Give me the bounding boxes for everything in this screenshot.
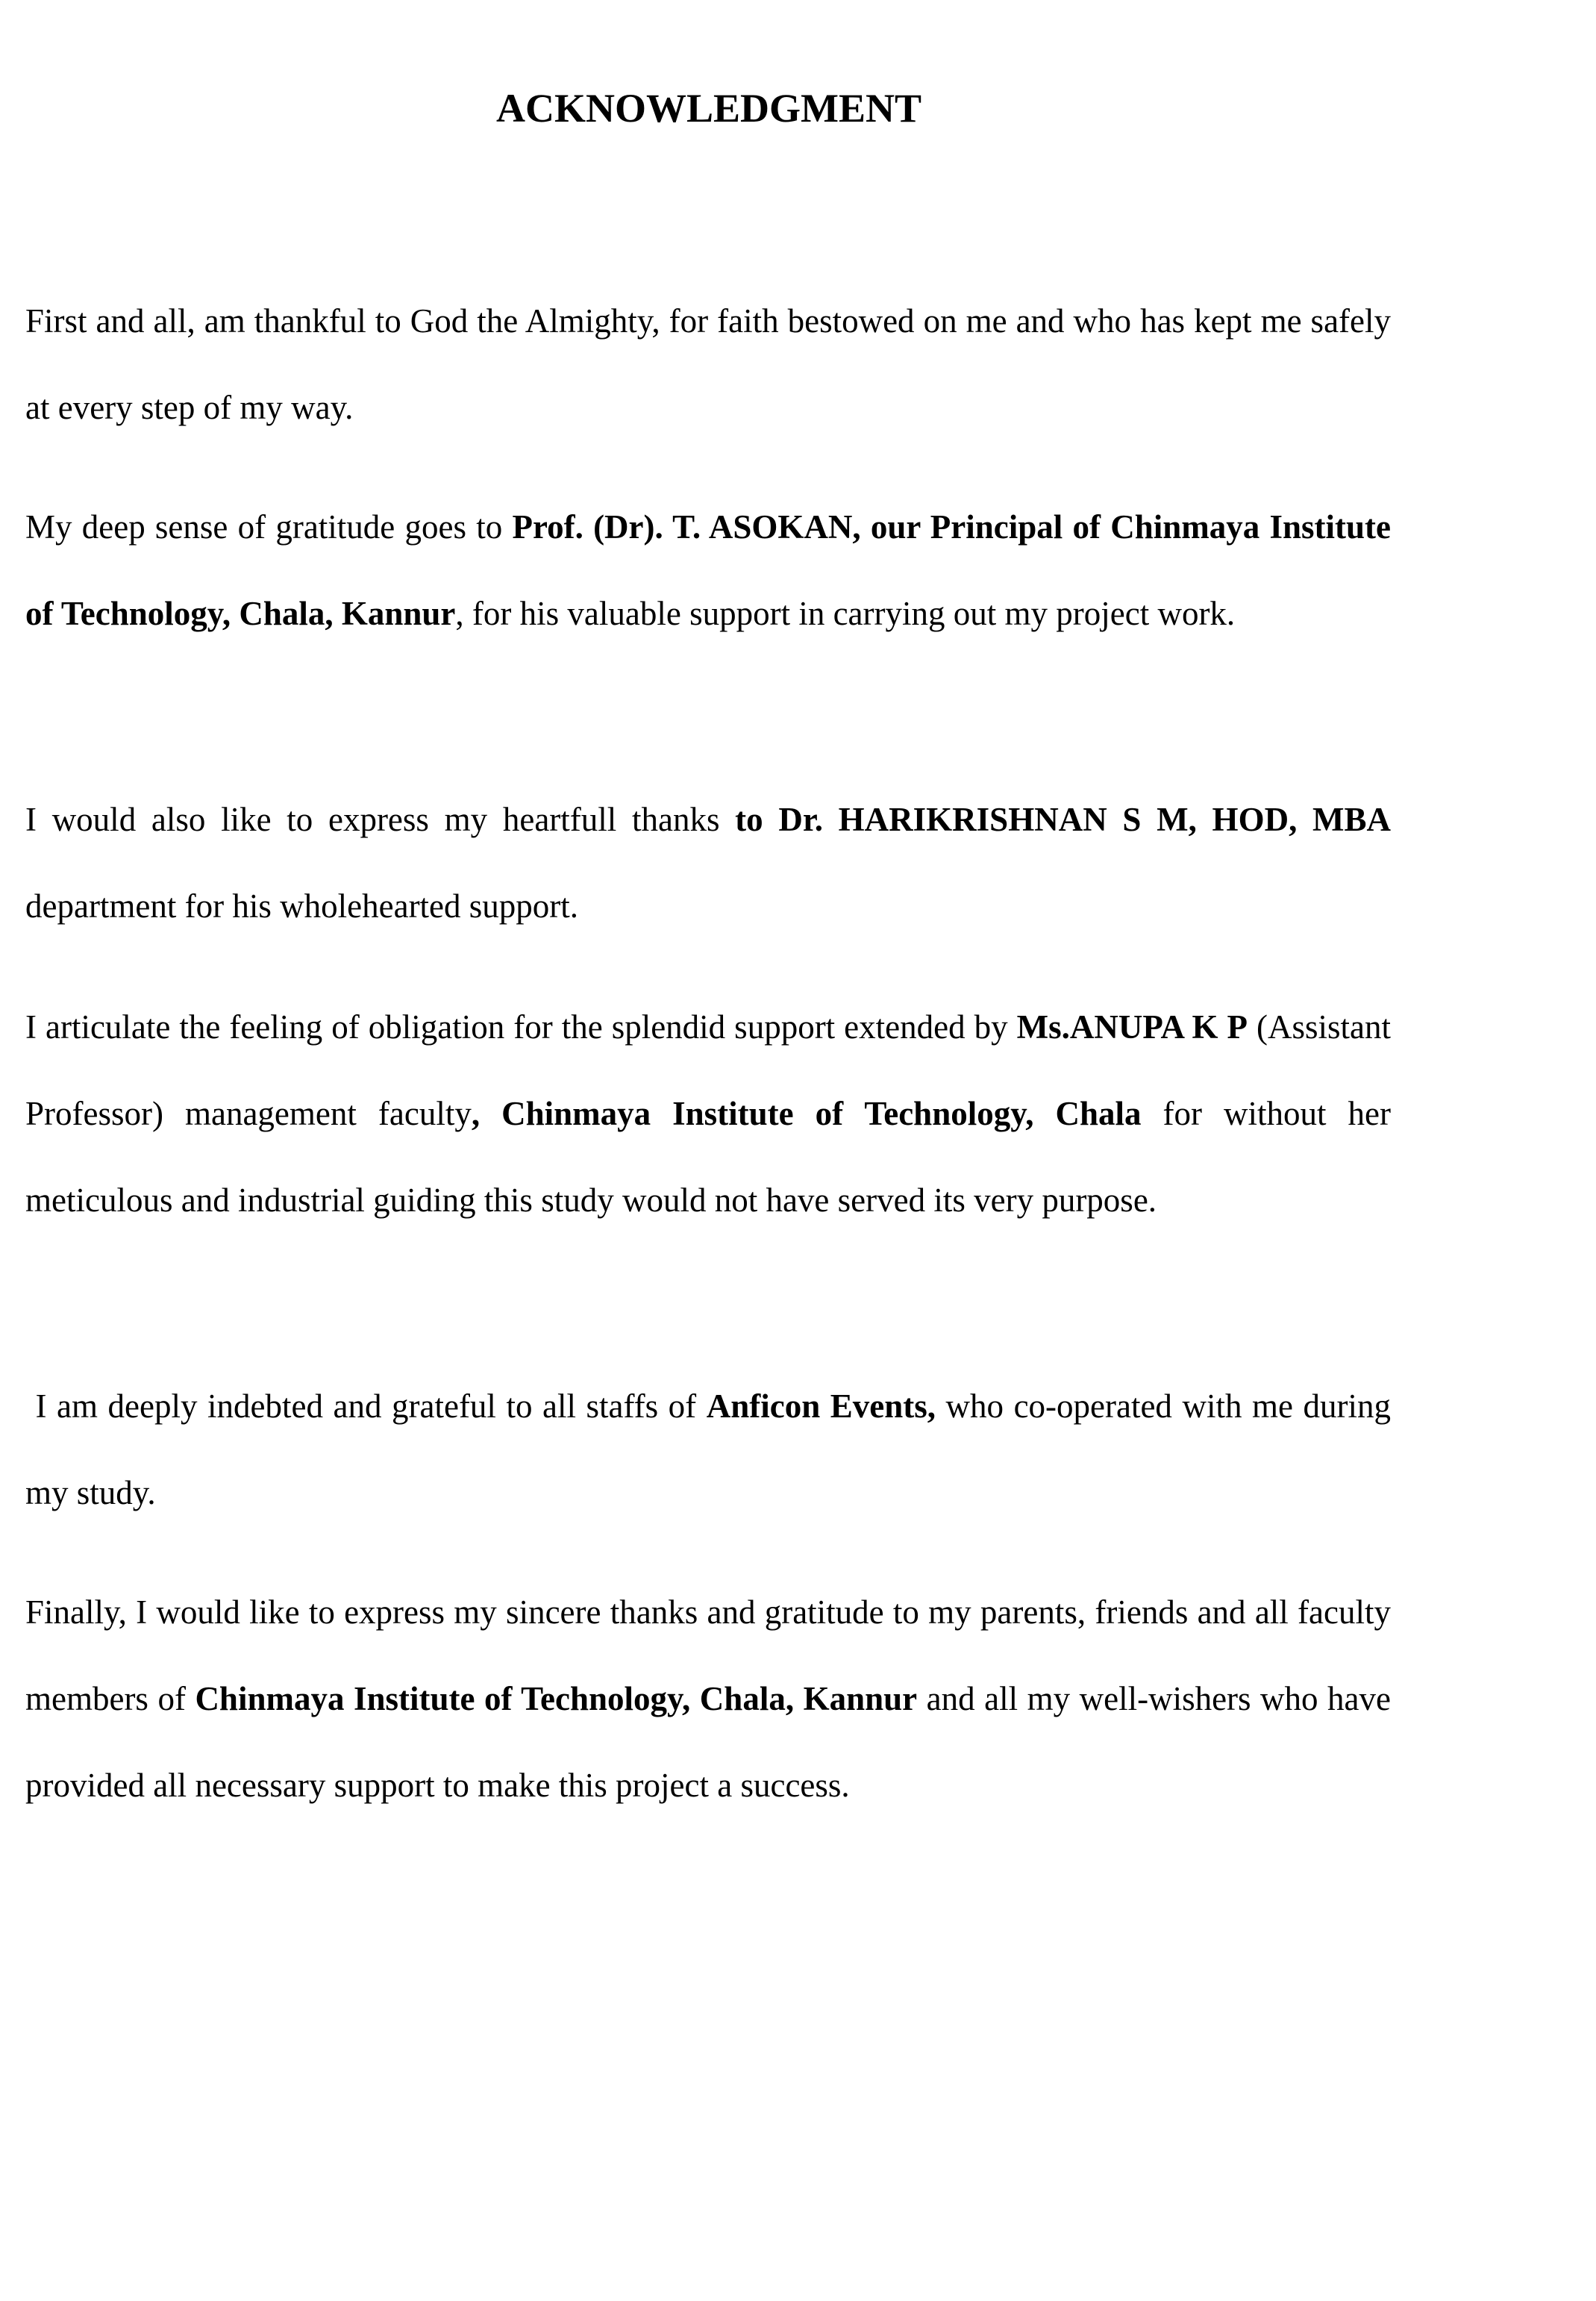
paragraph-company-staff [25,1363,1400,1536]
bold-text: , Chinmaya Institute of Technology, Chala [471,1095,1142,1132]
body-text: First and all, am thankful to God the Almighty, for faith bestowed on me and who has kept me safely at every step of my way. [25,302,1400,426]
body-text: and all my well-wishers who have provided all necessary support to make this project a success. [25,1680,1400,1804]
bold-text: Chinmaya Institute of Technology, Chala, Kannur [195,1680,918,1717]
bold-text: to Dr. HARIKRISHNAN S M, HOD, MBA [735,801,1392,838]
body-text: who co-operated with me during my study. [25,1387,1400,1511]
body-text: for without her meticulous and industrial guiding this study would not have served its very purpose. [25,1095,1400,1219]
body-text: I would also like to express my heartfull thanks [25,801,736,838]
page-title: ACKNOWLEDGMENT [495,86,922,131]
body-text: My deep sense of gratitude goes to [25,508,513,546]
body-text: department for his wholehearted support. [25,801,1400,925]
bold-text: Anficon Events, [706,1387,936,1425]
body-text: I am deeply indebted and grateful to all staffs of [25,1387,707,1425]
paragraph-final-thanks [25,1569,1400,1829]
paragraph-thanks-god [25,278,1400,451]
body-text: I articulate the feeling of obligation for the splendid support extended by [25,1008,1017,1046]
paragraph-principal [25,484,1400,657]
bold-text: Ms.ANUPA K P [1016,1008,1248,1046]
paragraph-hod [25,776,1400,949]
body-text: , for his valuable support in carrying out my project work. [455,595,1236,632]
bold-text: Prof. (Dr). T. ASOKAN, our Principal of Chinmaya Institute of Technology, Chala, Kannur [25,508,1400,632]
body-text: (Assistant Professor) management faculty [25,1008,1400,1132]
paragraph-guide [25,984,1400,1243]
body-text: Finally, I would like to express my sincere thanks and gratitude to my parents, friends and all faculty members of [25,1593,1400,1717]
